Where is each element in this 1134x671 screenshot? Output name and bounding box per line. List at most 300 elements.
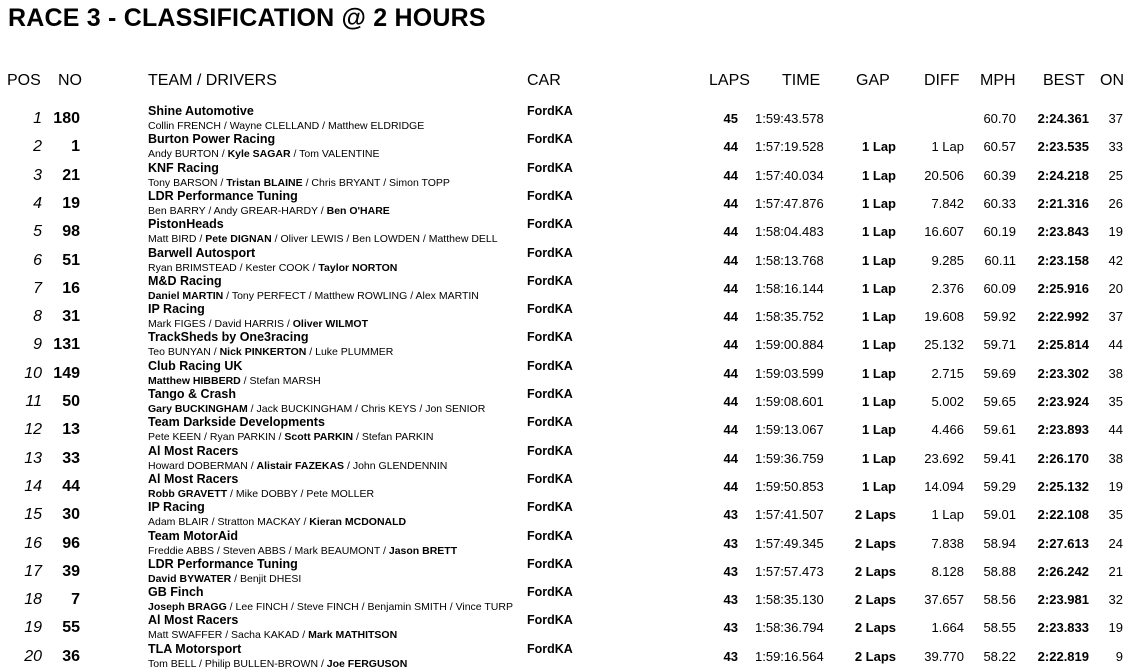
cell-laps: 44: [723, 394, 738, 409]
driver-name: Pete MOLLER: [306, 487, 375, 500]
cell-car: FordKA: [527, 387, 573, 401]
cell-team: TLA Motorsport: [148, 641, 242, 656]
cell-diff: 1 Lap: [931, 507, 964, 523]
cell-time: 1:57:40.034: [755, 167, 824, 183]
cell-best: 2:23.843: [1037, 224, 1089, 240]
driver-name: Jason BRETT: [388, 544, 458, 557]
table-row: [0, 530, 1134, 558]
driver-name: Tony PERFECT: [231, 289, 306, 302]
cell-car: FordKA: [527, 245, 573, 260]
driver-separator: /: [196, 657, 205, 670]
driver-separator: /: [288, 601, 297, 614]
cell-on: 37: [1108, 309, 1123, 325]
cell-drivers: [148, 460, 447, 472]
cell-time: 1:57:47.876: [755, 195, 824, 211]
driver-separator: /: [309, 261, 319, 274]
cell-on: 24: [1108, 535, 1123, 551]
cell-no: 180: [53, 110, 80, 127]
cell-mph: 59.29: [983, 478, 1016, 494]
driver-separator: /: [208, 516, 218, 529]
cell-drivers: [148, 262, 397, 274]
cell-gap: 1 Lap: [862, 139, 896, 155]
driver-name: David BYWATER: [148, 572, 232, 585]
cell-mph: 59.41: [983, 450, 1016, 466]
driver-name: Stefan PARKIN: [361, 431, 434, 444]
cell-pos: 12: [24, 421, 42, 439]
cell-time: 1:58:36.794: [755, 620, 824, 636]
cell-laps: 44: [723, 224, 738, 240]
driver-separator: /: [407, 289, 416, 302]
driver-name: Ben BARRY: [148, 204, 206, 217]
cell-team: Al Most Racers: [148, 471, 239, 486]
cell-on: 26: [1108, 195, 1123, 211]
cell-mph: 60.33: [983, 195, 1016, 211]
driver-separator: /: [297, 487, 307, 500]
driver-separator: /: [218, 148, 228, 161]
table-row: [0, 388, 1134, 416]
driver-name: Alistair FAZEKAS: [256, 459, 345, 472]
cell-best: 2:26.170: [1037, 450, 1089, 466]
cell-best: 2:23.981: [1037, 592, 1089, 608]
cell-best: 2:24.361: [1037, 111, 1089, 126]
cell-car: FordKA: [527, 132, 573, 147]
table-row: [0, 445, 1134, 473]
cell-drivers: [148, 629, 397, 641]
cell-gap: 1 Lap: [862, 252, 896, 268]
cell-best: 2:23.158: [1037, 252, 1089, 268]
cell-pos: 7: [33, 279, 42, 297]
cell-on: 38: [1108, 450, 1123, 466]
driver-separator: /: [201, 431, 210, 444]
cell-laps: 43: [723, 535, 738, 551]
cell-best: 2:25.132: [1037, 478, 1089, 494]
driver-separator: /: [343, 233, 353, 246]
cell-time: 1:59:50.853: [755, 478, 824, 494]
cell-drivers: [148, 148, 379, 160]
cell-time: 1:59:16.564: [755, 648, 824, 664]
cell-diff: 37.657: [924, 592, 964, 608]
driver-name: Robb GRAVETT: [148, 487, 228, 500]
driver-separator: /: [302, 176, 312, 189]
cell-diff: 1 Lap: [931, 139, 964, 155]
driver-name: Mark BEAUMONT: [294, 544, 381, 557]
cell-mph: 59.01: [983, 507, 1016, 523]
cell-on: 19: [1108, 478, 1123, 494]
header-gap: GAP: [856, 72, 890, 89]
driver-name: Matthew HIBBERD: [148, 374, 241, 387]
driver-name: Sacha KAKAD: [231, 629, 300, 642]
cell-best: 2:23.833: [1037, 620, 1089, 636]
cell-laps: 44: [723, 167, 738, 183]
cell-car: FordKA: [527, 330, 573, 345]
cell-diff: 7.842: [931, 195, 964, 211]
driver-name: Benjit DHESI: [240, 572, 302, 585]
table-row: [0, 218, 1134, 246]
header-diff: DIFF: [924, 72, 960, 89]
driver-separator: /: [222, 629, 232, 642]
cell-car: FordKA: [527, 641, 573, 656]
page-title: RACE 3 - CLASSIFICATION @ 2 HOURS: [8, 4, 486, 32]
table-row: [0, 331, 1134, 359]
cell-drivers: [148, 601, 513, 613]
cell-on: 21: [1108, 563, 1123, 579]
driver-name: Stratton MACKAY: [217, 516, 301, 529]
cell-diff: 19.608: [924, 309, 964, 325]
driver-separator: /: [446, 601, 456, 614]
driver-name: Freddie ABBS: [148, 544, 214, 557]
cell-team: Al Most Racers: [148, 613, 239, 628]
driver-separator: /: [217, 176, 227, 189]
header-laps: LAPS: [709, 72, 750, 89]
table-row: [0, 473, 1134, 501]
driver-name: Collin FRENCH: [148, 120, 221, 132]
cell-diff: 5.002: [931, 394, 964, 409]
cell-gap: 1 Lap: [862, 309, 896, 325]
cell-no: 19: [62, 194, 80, 212]
cell-best: 2:27.613: [1037, 535, 1089, 551]
cell-car: FordKA: [527, 104, 573, 118]
cell-mph: 59.69: [983, 365, 1016, 381]
driver-separator: /: [380, 544, 389, 557]
driver-name: Steven ABBS: [222, 544, 286, 557]
driver-name: Lee FINCH: [235, 601, 289, 614]
cell-no: 16: [62, 279, 80, 297]
cell-time: 1:59:43.578: [755, 111, 824, 126]
cell-diff: 4.466: [931, 422, 964, 438]
driver-name: Daniel MARTIN: [148, 289, 224, 302]
cell-pos: 5: [33, 223, 42, 241]
driver-separator: /: [352, 403, 361, 415]
cell-gap: 1 Lap: [862, 365, 896, 381]
header-no: NO: [58, 72, 82, 89]
driver-name: Pete KEEN: [148, 431, 202, 444]
cell-laps: 43: [723, 507, 738, 523]
driver-separator: /: [299, 629, 309, 642]
cell-time: 1:59:08.601: [755, 394, 824, 409]
driver-name: Matt BIRD: [148, 233, 197, 246]
driver-name: Pete DIGNAN: [205, 233, 272, 246]
cell-diff: 39.770: [924, 648, 964, 664]
cell-drivers: [148, 516, 406, 528]
cell-no: 44: [62, 477, 80, 495]
table-row: [0, 162, 1134, 190]
table-row: [0, 247, 1134, 275]
driver-separator: /: [196, 233, 206, 246]
cell-drivers: [148, 573, 301, 585]
cell-no: 55: [62, 619, 80, 637]
table-row: [0, 643, 1134, 671]
cell-car: FordKA: [527, 160, 573, 175]
cell-team: Barwell Autosport: [148, 245, 256, 260]
header-on: ON: [1100, 72, 1124, 89]
cell-team: Al Most Racers: [148, 443, 239, 458]
driver-name: John GLENDENNIN: [352, 459, 448, 472]
cell-laps: 44: [723, 252, 738, 268]
cell-best: 2:23.924: [1037, 394, 1089, 409]
cell-no: 33: [62, 449, 80, 467]
cell-car: FordKA: [527, 415, 573, 430]
cell-drivers: [148, 431, 433, 443]
cell-no: 98: [62, 223, 80, 241]
driver-separator: /: [305, 289, 315, 302]
cell-team: LDR Performance Tuning: [148, 556, 298, 571]
driver-separator: /: [213, 544, 223, 557]
cell-mph: 58.94: [983, 535, 1016, 551]
driver-name: Alex MARTIN: [415, 289, 479, 302]
cell-drivers: [148, 290, 479, 302]
driver-name: Ryan PARKIN: [209, 431, 276, 444]
cell-team: IP Racing: [148, 500, 205, 515]
cell-gap: 2 Laps: [854, 592, 896, 608]
header-best: BEST: [1043, 72, 1085, 89]
driver-name: Steve FINCH: [296, 601, 359, 614]
table-row: [0, 586, 1134, 614]
header-car: CAR: [527, 72, 561, 89]
cell-car: FordKA: [527, 471, 573, 486]
cell-mph: 58.22: [983, 648, 1016, 664]
cell-car: FordKA: [527, 500, 573, 515]
cell-mph: 58.56: [983, 592, 1016, 608]
driver-separator: /: [306, 346, 316, 359]
cell-best: 2:22.992: [1037, 309, 1089, 325]
cell-team: TrackSheds by One3racing: [148, 330, 309, 345]
cell-diff: 14.094: [924, 478, 964, 494]
cell-no: 1: [71, 138, 80, 156]
driver-name: Matt SWAFFER: [148, 629, 223, 642]
driver-name: Wayne CLELLAND: [229, 120, 320, 132]
cell-gap: 2 Laps: [854, 620, 896, 636]
cell-time: 1:57:41.507: [755, 507, 824, 523]
table-row: [0, 360, 1134, 388]
driver-separator: /: [205, 204, 214, 217]
driver-name: Oliver LEWIS: [280, 233, 344, 246]
cell-gap: 1 Lap: [862, 422, 896, 438]
driver-name: Philip BULLEN-BROWN: [204, 657, 319, 670]
table-row: [0, 105, 1134, 133]
cell-team: PistonHeads: [148, 217, 224, 232]
cell-car: FordKA: [527, 613, 573, 628]
cell-diff: 2.715: [931, 365, 964, 381]
cell-mph: 60.70: [983, 111, 1016, 126]
cell-best: 2:23.535: [1037, 139, 1089, 155]
cell-time: 1:58:13.768: [755, 252, 824, 268]
cell-car: FordKA: [527, 556, 573, 571]
driver-separator: /: [416, 403, 426, 415]
cell-on: 42: [1108, 252, 1123, 268]
cell-car: FordKA: [527, 358, 573, 373]
cell-time: 1:58:16.144: [755, 280, 824, 296]
driver-name: Chris KEYS: [360, 403, 417, 415]
cell-drivers: [148, 177, 450, 189]
cell-time: 1:59:36.759: [755, 450, 824, 466]
driver-separator: /: [318, 657, 327, 670]
table-row: [0, 558, 1134, 586]
cell-diff: 16.607: [924, 224, 964, 240]
cell-diff: 7.838: [931, 535, 964, 551]
cell-gap: 1 Lap: [862, 195, 896, 211]
cell-drivers: [148, 120, 424, 132]
cell-gap: 1 Lap: [862, 478, 896, 494]
cell-drivers: [148, 658, 407, 670]
cell-team: Burton Power Racing: [148, 132, 276, 147]
cell-laps: 44: [723, 337, 738, 353]
cell-team: M&D Racing: [148, 273, 222, 288]
driver-name: Tristan BLAINE: [226, 176, 303, 189]
driver-name: Andy BURTON: [148, 148, 219, 161]
table-row: [0, 501, 1134, 529]
driver-name: Tony BARSON: [148, 176, 218, 189]
cell-best: 2:22.819: [1037, 648, 1089, 664]
cell-no: 149: [53, 364, 80, 382]
cell-laps: 43: [723, 620, 738, 636]
cell-gap: 1 Lap: [862, 167, 896, 183]
cell-on: 37: [1108, 111, 1123, 126]
cell-drivers: [148, 205, 390, 217]
cell-drivers: [148, 545, 457, 557]
cell-drivers: [148, 375, 321, 387]
driver-name: Matthew DELL: [428, 233, 498, 246]
cell-team: Team Darkside Developments: [148, 415, 325, 430]
driver-separator: /: [236, 261, 246, 274]
cell-team: Tango & Crash: [148, 387, 236, 401]
cell-pos: 4: [33, 194, 42, 212]
cell-on: 44: [1108, 422, 1123, 438]
cell-car: FordKA: [527, 188, 573, 203]
driver-separator: /: [275, 431, 285, 444]
cell-mph: 58.88: [983, 563, 1016, 579]
driver-separator: /: [317, 204, 327, 217]
driver-name: Mark MATHITSON: [308, 629, 398, 642]
cell-mph: 58.55: [983, 620, 1016, 636]
cell-time: 1:59:13.067: [755, 422, 824, 438]
table-row: [0, 303, 1134, 331]
cell-best: 2:21.316: [1037, 195, 1089, 211]
driver-separator: /: [300, 516, 310, 529]
driver-name: Scott PARKIN: [284, 431, 354, 444]
header-mph: MPH: [980, 72, 1016, 89]
table-row: [0, 190, 1134, 218]
cell-laps: 44: [723, 309, 738, 325]
cell-gap: 2 Laps: [854, 535, 896, 551]
cell-on: 32: [1108, 592, 1123, 608]
cell-no: 131: [53, 336, 80, 354]
cell-best: 2:24.218: [1037, 167, 1089, 183]
driver-separator: /: [344, 459, 353, 472]
cell-car: FordKA: [527, 585, 573, 600]
cell-no: 39: [62, 562, 80, 580]
driver-separator: /: [231, 572, 240, 585]
cell-on: 35: [1108, 394, 1123, 409]
cell-no: 96: [62, 534, 80, 552]
cell-team: IP Racing: [148, 302, 205, 317]
cell-diff: 25.132: [924, 337, 964, 353]
driver-separator: /: [247, 459, 257, 472]
cell-mph: 60.39: [983, 167, 1016, 183]
cell-on: 19: [1108, 620, 1123, 636]
cell-gap: 2 Laps: [854, 563, 896, 579]
cell-team: Shine Automotive: [148, 104, 254, 118]
cell-laps: 44: [723, 450, 738, 466]
driver-name: Jon SENIOR: [425, 403, 486, 415]
driver-name: Mike DOBBY: [235, 487, 298, 500]
driver-separator: /: [205, 318, 215, 331]
cell-pos: 14: [24, 477, 42, 495]
cell-pos: 17: [24, 562, 42, 580]
driver-separator: /: [319, 120, 328, 132]
cell-team: LDR Performance Tuning: [148, 188, 298, 203]
driver-name: Ben O'HARE: [326, 204, 390, 217]
driver-separator: /: [353, 431, 362, 444]
cell-no: 30: [62, 506, 80, 524]
cell-no: 13: [62, 421, 80, 439]
cell-drivers: [148, 488, 374, 500]
cell-mph: 59.92: [983, 309, 1016, 325]
cell-diff: 23.692: [924, 450, 964, 466]
cell-pos: 8: [33, 308, 42, 326]
driver-separator: /: [223, 289, 232, 302]
cell-pos: 13: [24, 449, 42, 467]
cell-no: 31: [62, 308, 80, 326]
cell-gap: 2 Laps: [854, 507, 896, 523]
driver-separator: /: [240, 374, 250, 387]
cell-time: 1:57:19.528: [755, 139, 824, 155]
driver-name: Tom BELL: [148, 657, 197, 670]
cell-pos: 3: [33, 166, 42, 184]
driver-name: Kyle SAGAR: [227, 148, 291, 161]
cell-time: 1:58:35.752: [755, 309, 824, 325]
cell-laps: 43: [723, 563, 738, 579]
cell-no: 36: [62, 647, 80, 665]
cell-best: 2:23.893: [1037, 422, 1089, 438]
driver-name: Nick PINKERTON: [219, 346, 307, 359]
driver-separator: /: [220, 120, 230, 132]
driver-separator: /: [358, 601, 368, 614]
header-team-drivers: TEAM / DRIVERS: [148, 72, 277, 89]
cell-no: 21: [62, 166, 80, 184]
cell-laps: 44: [723, 422, 738, 438]
cell-pos: 18: [24, 591, 42, 609]
cell-car: FordKA: [527, 217, 573, 232]
cell-laps: 44: [723, 195, 738, 211]
cell-pos: 20: [24, 647, 42, 665]
cell-car: FordKA: [527, 273, 573, 288]
cell-time: 1:58:04.483: [755, 224, 824, 240]
driver-name: Chris BRYANT: [311, 176, 381, 189]
table-row: [0, 614, 1134, 642]
cell-pos: 15: [24, 506, 42, 524]
cell-team: Team MotorAid: [148, 528, 239, 543]
cell-drivers: [148, 233, 498, 245]
cell-best: 2:25.814: [1037, 337, 1089, 353]
cell-team: KNF Racing: [148, 160, 219, 175]
cell-mph: 59.71: [983, 337, 1016, 353]
cell-car: FordKA: [527, 443, 573, 458]
cell-time: 1:57:49.345: [755, 535, 824, 551]
cell-pos: 1: [33, 110, 42, 127]
driver-name: Benjamin SMITH: [367, 601, 447, 614]
cell-time: 1:59:03.599: [755, 365, 824, 381]
cell-on: 19: [1108, 224, 1123, 240]
driver-separator: /: [226, 601, 236, 614]
cell-pos: 2: [33, 138, 42, 156]
driver-name: Teo BUNYAN: [148, 346, 211, 359]
cell-pos: 16: [24, 534, 42, 552]
header-time: TIME: [782, 72, 821, 89]
driver-name: Stefan MARSH: [249, 374, 321, 387]
cell-gap: 2 Laps: [854, 648, 896, 664]
cell-car: FordKA: [527, 528, 573, 543]
driver-name: Andy GREAR-HARDY: [213, 204, 318, 217]
